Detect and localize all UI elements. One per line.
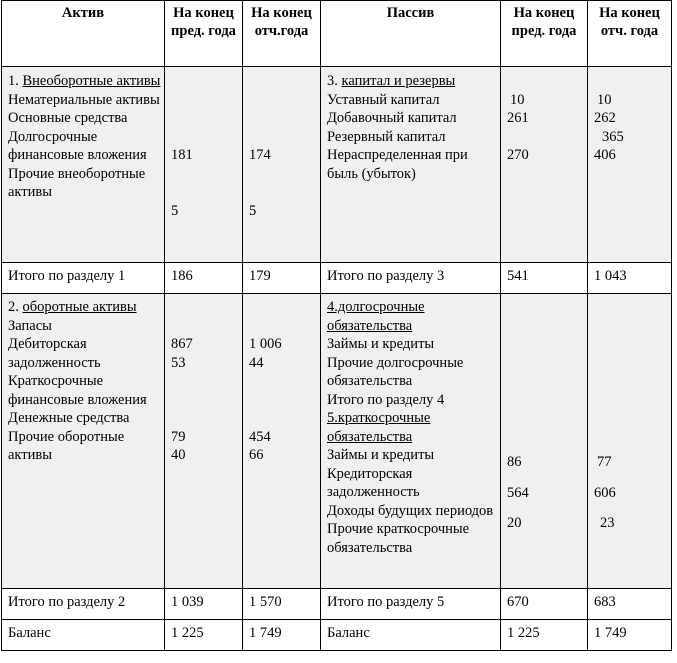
section-5-prev: 86 564 20 <box>501 294 588 589</box>
header-passiv-cur: На конец отч. года <box>588 1 672 67</box>
list-item: Резервный капитал <box>327 128 446 145</box>
list-item: Долгосрочные финансовые вложения <box>8 128 147 163</box>
total-5-cur: 683 <box>588 589 672 620</box>
section-4-title: 4.долгосрочные обязательства <box>327 299 425 334</box>
section-3-cur: 10 262 365 406 <box>588 67 672 263</box>
total-5-label: Итого по разделу 5 <box>321 589 501 620</box>
section-3-title: 3. капитал и резервы <box>327 73 456 89</box>
balance-sheet-table <box>1 0 672 651</box>
total-2-label: Итого по разделу 2 <box>2 589 165 620</box>
list-item: Кредиторская задолженность <box>327 465 420 500</box>
total-3-prev: 541 <box>501 263 588 294</box>
list-item: Основные средства <box>8 110 128 126</box>
header-aktiv: Актив <box>2 1 165 67</box>
header-aktiv-prev: На конец пред. года <box>165 1 243 67</box>
section-1-3-row <box>2 67 672 263</box>
list-item: Прочие долгосрочные обязательства <box>327 354 464 389</box>
list-item: Денежные средства <box>8 410 130 426</box>
list-item: Уставный капитал <box>327 91 440 108</box>
section-1-prev: 181 5 <box>165 67 243 263</box>
section-2-4-5-row <box>2 294 672 589</box>
balance-right-prev: 1 225 <box>501 620 588 651</box>
balance-right-cur: 1 749 <box>588 620 672 651</box>
header-row <box>2 1 672 67</box>
balance-left-cur: 1 749 <box>243 620 321 651</box>
balance-right-label: Баланс <box>321 620 501 651</box>
list-item: Запасы <box>8 317 52 334</box>
total-2-prev: 1 039 <box>165 589 243 620</box>
total-5-prev: 670 <box>501 589 588 620</box>
section-1-labels <box>2 67 165 263</box>
list-item: Доходы будущих периодов <box>327 502 494 519</box>
header-aktiv-cur: На конец отч.года <box>243 1 321 67</box>
list-item: Краткосрочные финансовые вложения <box>8 373 147 408</box>
list-item: Итого по разделу 4 <box>327 391 445 408</box>
list-item: Прочие оборотные активы <box>8 428 125 463</box>
list-item: Прочие краткосрочные обязательства <box>327 521 470 556</box>
section-2-title: 2. оборотные активы <box>8 299 137 315</box>
total-3-label: Итого по разделу 3 <box>321 263 501 294</box>
balance-left-prev: 1 225 <box>165 620 243 651</box>
section-4-5-labels <box>321 294 501 589</box>
totals-1-3-row <box>2 263 672 294</box>
section-2-prev: 867 53 79 40 <box>165 294 243 589</box>
list-item: Нематериальные активы <box>8 91 160 108</box>
total-3-cur: 1 043 <box>588 263 672 294</box>
totals-2-5-row <box>2 589 672 620</box>
header-passiv: Пассив <box>321 1 501 67</box>
section-1-cur: 174 5 <box>243 67 321 263</box>
section-1-title: 1. Внеоборотные активы <box>8 73 161 89</box>
total-1-label: Итого по разделу 1 <box>2 263 165 294</box>
balance-row <box>2 620 672 651</box>
section-5-title: 5.краткосрочные обязательства <box>327 410 431 445</box>
total-1-cur: 179 <box>243 263 321 294</box>
balance-left-label: Баланс <box>2 620 165 651</box>
list-item: Займы и кредиты <box>327 336 435 352</box>
header-passiv-prev: На конец пред. года <box>501 1 588 67</box>
list-item: Дебиторская задолженность <box>8 336 101 371</box>
total-1-prev: 186 <box>165 263 243 294</box>
section-5-cur: 77 606 23 <box>588 294 672 589</box>
list-item: Прочие внеоборотные активы <box>8 165 146 200</box>
list-item: Нераспределенная при быль (убыток) <box>327 147 468 182</box>
section-2-labels <box>2 294 165 589</box>
section-2-cur: 1 006 44 454 66 <box>243 294 321 589</box>
section-3-prev: 10 261 270 <box>501 67 588 263</box>
list-item: Добавочный капитал <box>327 110 457 126</box>
total-2-cur: 1 570 <box>243 589 321 620</box>
section-3-labels <box>321 67 501 263</box>
list-item: Займы и кредиты <box>327 447 435 463</box>
